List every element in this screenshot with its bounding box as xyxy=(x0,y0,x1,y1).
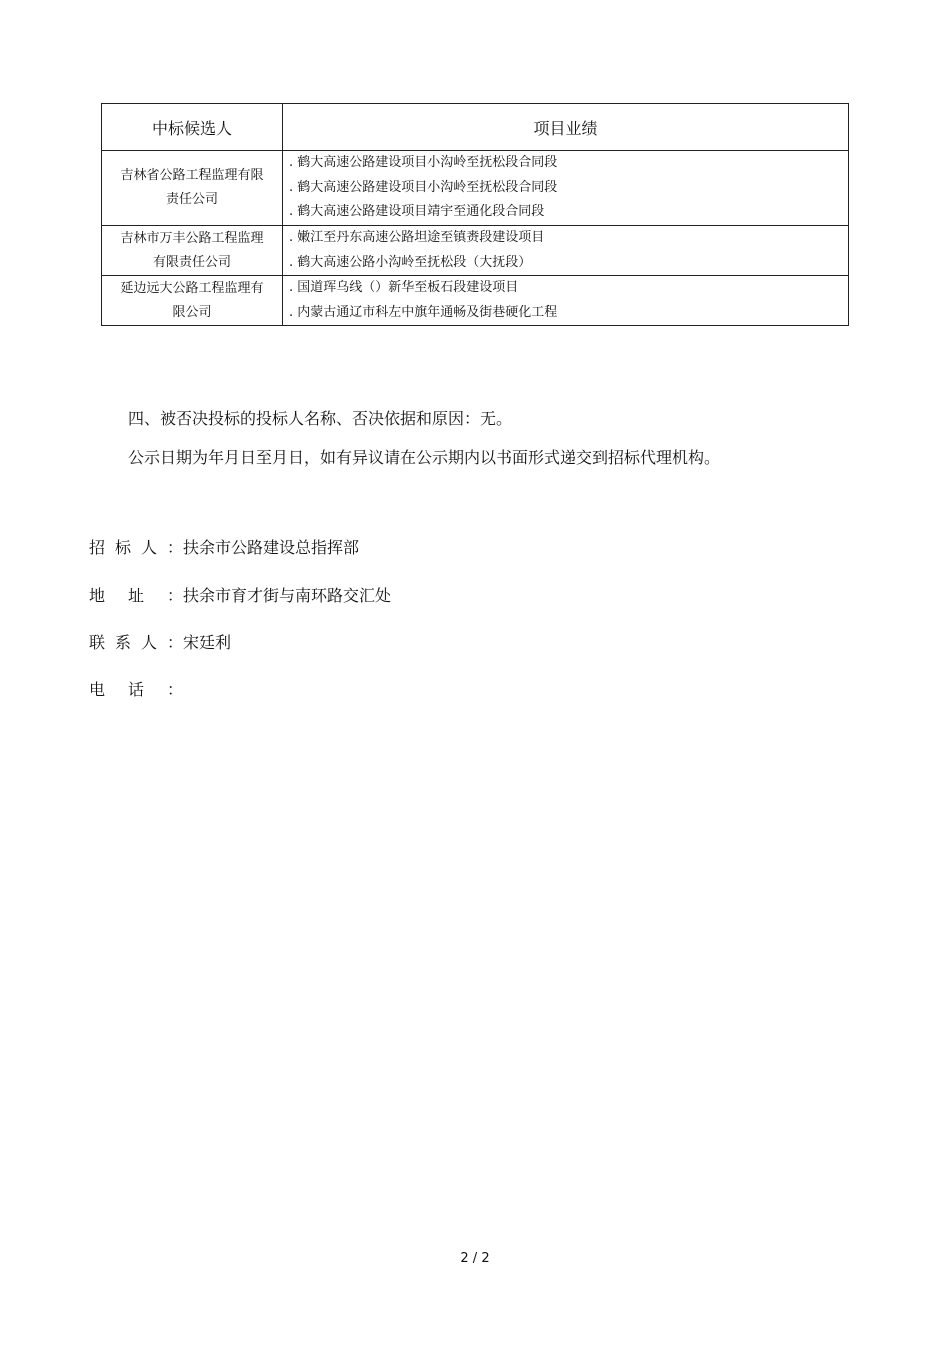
table-row xyxy=(102,226,849,276)
table-row xyxy=(102,151,849,226)
address-label: 地址： xyxy=(89,586,183,605)
candidate-name: 吉林市万丰公路工程监理有限责任公司 xyxy=(120,230,264,270)
performance-item: . 鹤大高速公路建设项目小沟岭至抚松段合同段 xyxy=(289,179,558,195)
rejection-paragraph: 四、被否决投标的投标人名称、否决依据和原因：无。 xyxy=(128,409,513,428)
table-header-row xyxy=(102,104,849,151)
tenderer-label: 招标人： xyxy=(89,538,183,557)
page-number: 2 / 2 xyxy=(460,1251,490,1266)
performance-cell xyxy=(283,151,849,226)
performance-cell xyxy=(283,276,849,326)
candidate-cell xyxy=(102,226,283,276)
performance-item: . 鹤大高速公路建设项目靖宇至通化段合同段 xyxy=(289,204,545,219)
performance-cell xyxy=(283,226,849,276)
address-value: 扶余市育才街与南环路交汇处 xyxy=(183,586,392,605)
header-performance: 项目业绩 xyxy=(283,104,849,151)
bid-candidates-table xyxy=(101,103,849,326)
performance-item: . 鹤大高速公路小沟岭至抚松段（大抚段） xyxy=(289,254,532,270)
table-row xyxy=(102,276,849,326)
header-candidate: 中标候选人 xyxy=(102,104,283,151)
performance-item: . 鹤大高速公路建设项目小沟岭至抚松段合同段 xyxy=(289,155,558,170)
contact-person-label: 联系人： xyxy=(89,633,183,652)
performance-item: . 内蒙古通辽市科左中旗年通畅及街巷硬化工程 xyxy=(289,304,558,320)
candidate-cell xyxy=(102,151,283,226)
performance-item: . 国道珲乌线（）新华至板石段建设项目 xyxy=(289,280,519,295)
candidate-cell xyxy=(102,276,283,326)
candidate-name: 吉林省公路工程监理有限责任公司 xyxy=(120,168,264,207)
candidate-name: 延边远大公路工程监理有限公司 xyxy=(120,280,264,320)
phone-label: 电话： xyxy=(89,680,183,699)
performance-item: . 嫩江至丹东高速公路坦途至镇赉段建设项目 xyxy=(289,230,545,245)
notice-paragraph: 公示日期为年月日至月日，如有异议请在公示期内以书面形式递交到招标代理机构。 xyxy=(128,448,721,467)
contact-person-value: 宋廷利 xyxy=(183,633,232,652)
tenderer-value: 扶余市公路建设总指挥部 xyxy=(183,538,360,557)
